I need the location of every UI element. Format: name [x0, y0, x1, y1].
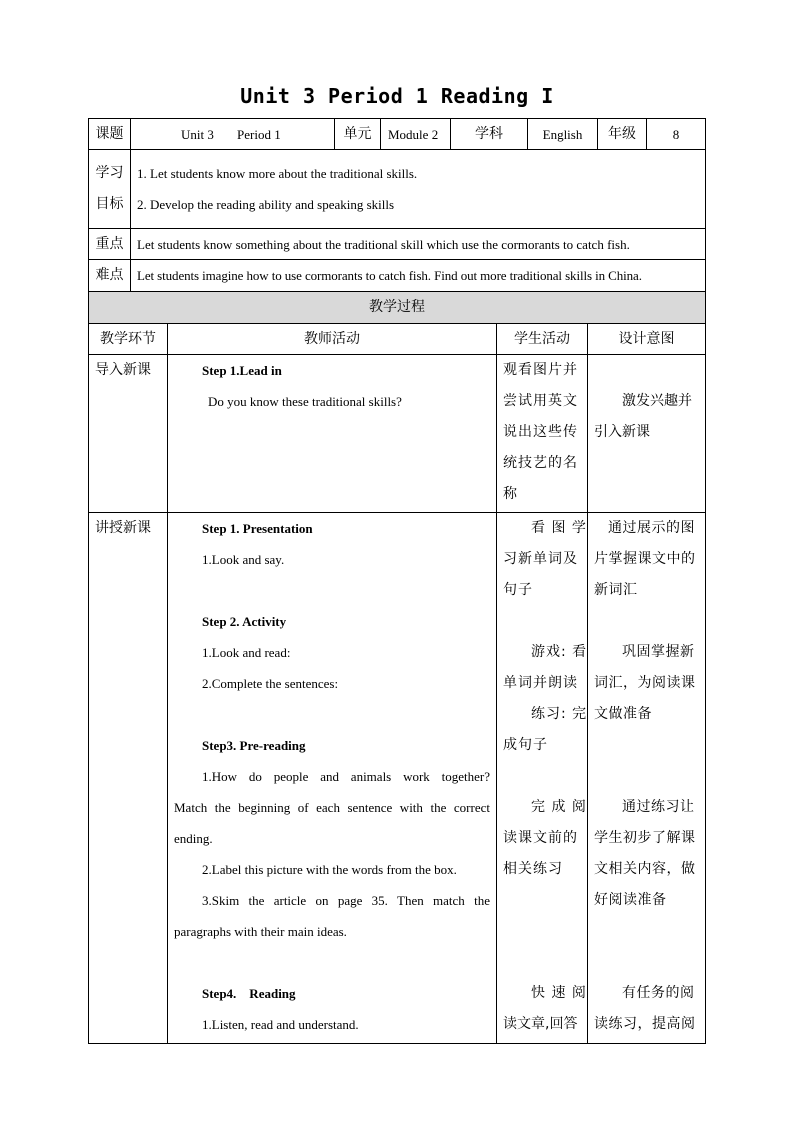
row2-student-line: 成句子	[503, 737, 548, 753]
unit-label: 单元	[334, 118, 381, 150]
objectives-label-2: 目标	[95, 196, 124, 212]
row2-intent	[587, 512, 706, 1044]
topic-unit: Unit 3	[181, 127, 214, 142]
row2-intent-line: 巩固掌握新	[622, 644, 695, 660]
difficult-point-text: Let students imagine how to use cormorants to catch fish. Find out more traditional skills in China.	[130, 259, 706, 292]
step3-item3-l2: paragraphs with their main ideas.	[174, 924, 347, 939]
step3-title: Step3. Pre-reading	[202, 738, 306, 753]
grade-value: 8	[646, 118, 706, 150]
row1-student-line: 尝试用英文	[503, 393, 578, 409]
row1-student-line: 观看图片并	[503, 362, 578, 378]
row1-student-line: 统技艺的名	[503, 455, 578, 471]
key-point-label: 重点	[88, 228, 131, 260]
process-section-title: 教学过程	[88, 291, 706, 324]
row2-student-line: 看 图 学	[531, 520, 587, 536]
row1-student-line: 说出这些传	[503, 424, 578, 440]
step2-item2: 2.Complete the sentences:	[202, 676, 339, 691]
objectives-label	[88, 149, 131, 229]
row1-teacher	[167, 354, 497, 513]
row2-intent-line: 好阅读准备	[594, 892, 667, 908]
col-student: 学生活动	[496, 323, 588, 355]
row2-intent-line: 读练习，提高阅	[594, 1016, 696, 1032]
row2-teacher	[167, 512, 497, 1044]
topic-label: 课题	[88, 118, 131, 150]
row2-student-line: 习新单词及	[503, 551, 578, 567]
row1-student	[496, 354, 588, 513]
step1-title: Step 1. Presentation	[202, 521, 313, 536]
row2-student-line: 游戏: 看	[531, 644, 588, 660]
row2-student-line: 句子	[503, 582, 533, 598]
row1-step-title: Step 1.Lead in	[202, 363, 282, 378]
row1-intent	[587, 354, 706, 513]
step2-title: Step 2. Activity	[202, 614, 287, 629]
step1-item: 1.Look and say.	[202, 552, 285, 567]
row2-intent-line: 通过展示的图	[608, 520, 695, 536]
row2-student-line: 练习: 完	[531, 706, 588, 722]
row1-intent-line: 引入新课	[594, 424, 650, 440]
subject-value: English	[527, 118, 598, 150]
row2-student-line: 完 成 阅	[531, 799, 587, 815]
row2-intent-line: 片掌握课文中的	[594, 551, 696, 567]
row2-intent-line: 通过练习让	[622, 799, 695, 815]
difficult-point-label: 难点	[88, 259, 131, 292]
step3-item1-l3: ending.	[174, 831, 213, 846]
row2-student-line: 读文章,回答	[503, 1016, 578, 1032]
step3-item2: 2.Label this picture with the words from the box.	[202, 862, 457, 877]
row2-intent-line: 文做准备	[594, 706, 652, 722]
step3-item3-l1: 3.Skim the article on page 35. Then match the	[202, 893, 490, 908]
row2-intent-line: 有任务的阅	[622, 985, 695, 1001]
step2-item1: 1.Look and read:	[202, 645, 291, 660]
row2-student-line: 单词并朗读	[503, 675, 578, 691]
col-stage: 教学环节	[88, 323, 168, 355]
row2-intent-line: 文相关内容，做	[594, 861, 696, 877]
unit-value: Module 2	[380, 118, 451, 150]
row2-stage: 讲授新课	[88, 512, 168, 1044]
objective-2: 2. Develop the reading ability and speaking skills	[137, 197, 395, 212]
row1-stage: 导入新课	[88, 354, 168, 513]
row1-intent-line: 激发兴趣并	[622, 393, 692, 409]
topic-period: Period 1	[237, 127, 281, 142]
topic-value	[130, 118, 335, 150]
row2-student-line: 相关练习	[503, 861, 563, 877]
col-intent: 设计意图	[587, 323, 706, 355]
row2-intent-line: 词汇，为阅读课	[594, 675, 696, 691]
row2-student	[496, 512, 588, 1044]
step4-item1: 1.Listen, read and understand.	[202, 1017, 359, 1032]
page-title: Unit 3 Period 1 Reading I	[240, 84, 554, 108]
step3-item1-l1: 1.How do people and animals work together?	[202, 769, 490, 784]
row1-student-line: 称	[503, 486, 518, 502]
objectives-label-1: 学习	[95, 165, 124, 181]
col-teacher: 教师活动	[167, 323, 497, 355]
objectives-content	[130, 149, 706, 229]
objective-1: 1. Let students know more about the traditional skills.	[137, 166, 418, 181]
key-point-text: Let students know something about the traditional skill which use the cormorants to catch fish.	[130, 228, 706, 260]
row2-intent-line: 学生初步了解课	[594, 830, 696, 846]
step3-item1-l2: Match the beginning of each sentence with the correct	[174, 800, 490, 815]
row2-intent-line: 新词汇	[594, 582, 638, 598]
row2-student-line: 快 速 阅	[531, 985, 587, 1001]
grade-label: 年级	[597, 118, 647, 150]
row1-step-text: Do you know these traditional skills?	[208, 394, 402, 409]
row2-student-line: 读课文前的	[503, 830, 578, 846]
subject-label: 学科	[450, 118, 528, 150]
step4-title: Step4. Reading	[202, 986, 296, 1001]
